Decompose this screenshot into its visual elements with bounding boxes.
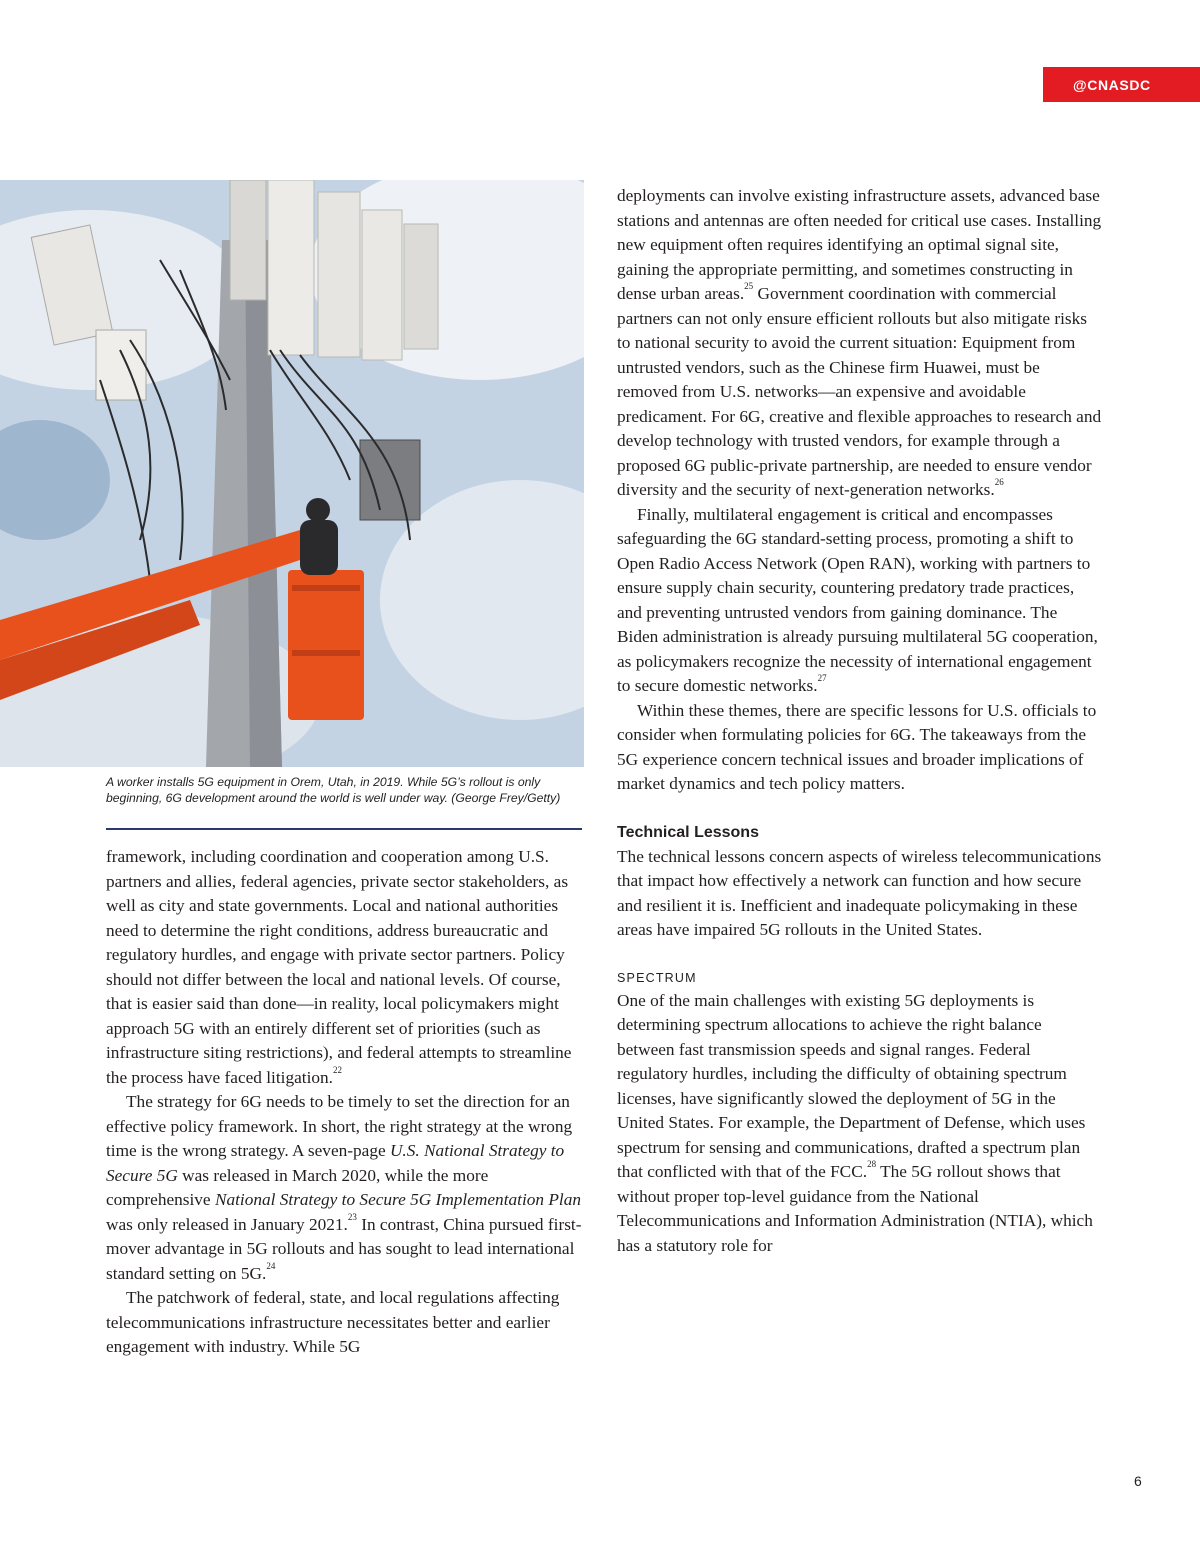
footnote-ref[interactable]: 27 xyxy=(817,673,827,683)
paragraph: One of the main challenges with existing 5G deployments is determining spectrum allocations to achieve the right balance between fast transmission speeds and signal ranges. Federal regulatory hurdles, including the difficulty of obtaining spectrum licenses, have significantly slowed the deployment of 5G in the United States. For example, the Department of Defense, which uses spectrum for sensing and communications, drafted a spectrum plan that conflicted with that of the FCC.$^{28}$ The 5G rollout shows that without proper top-level guidance from the National Telecommunications and Information Administration (NTIA), which has a statutory role for xyxy=(617,990,1093,1255)
right-text-column xyxy=(617,184,1102,1258)
cell-tower-photo xyxy=(0,180,584,767)
twitter-handle-tag: @CNASDC xyxy=(1043,67,1200,102)
document-title: National Strategy to Secure 5G Implementation Plan xyxy=(214,1190,581,1209)
footnote-ref[interactable]: 22 xyxy=(332,1064,342,1075)
paragraph: The technical lessons concern aspects of wireless telecommunications that impact how effectively a network can function and how secure and resilient it is. Inefficient and inadequate policymaking in these areas have impaired 5G rollouts in the United States. xyxy=(617,846,1102,939)
caption-divider xyxy=(106,828,582,830)
paragraph: Within these themes, there are specific lessons for U.S. officials to consider when formulating policies for 6G. The takeaways from the 5G experience concern technical issues and broader implications of market dynamics and tech policy matters. xyxy=(617,700,1097,793)
paragraph: framework, including coordination and cooperation among U.S. partners and allies, federal agencies, private sector stakeholders, as well as city and state governments. Local and national authorities need to determine the right conditions, address bureaucratic and regulatory hurdles, and engage with private sector partners. Policy should not differ between the local and national levels. Of course, that is easier said than done—in reality, local policymakers might approach 5G with an entirely different set of priorities (such as infrastructure siting restrictions), and federal attempts to streamline the process have faced litigation.$^{22}$ xyxy=(106,847,572,1087)
subsection-heading: SPECTRUM xyxy=(617,970,697,985)
paragraph: The patchwork of federal, state, and local regulations affecting telecommunications infrastructure necessitates better and earlier engagement with industry. While 5G xyxy=(106,1288,560,1356)
footnote-ref[interactable]: 26 xyxy=(994,477,1004,487)
document-title: U.S. National Strategy to Secure 5G xyxy=(106,1141,565,1185)
paragraph: Finally, multilateral engagement is critical and encompasses safeguarding the 6G standard-setting process, promoting a shift to Open Radio Access Network (Open RAN), working with partners to ensure supply chain security, countering predatory trade practices, and preventing untrusted vendors from gaining dominance. The Biden administration is already pursuing multilateral 5G cooperation, as policymakers recognize the necessity of international engagement to secure domestic networks.$^{27}$ xyxy=(617,504,1098,695)
section-heading: Technical Lessons xyxy=(617,823,759,841)
footnote-ref[interactable]: 28 xyxy=(867,1159,877,1169)
page-number: 6 xyxy=(1134,1473,1142,1489)
left-text-column xyxy=(106,845,586,1360)
paragraph: The strategy for 6G needs to be timely to set the direction for an effective policy framework. In short, the right strategy at the wrong time is the wrong strategy. A seven-page U.S. National Strategy to Secure 5G was released in March 2020, while the more comprehensive National Strategy to Secure 5G Implementation Plan was only released in January 2021.23 In contrast, China pursued first-mover advantage in 5G rollouts and has sought to lead international standard setting on 5G.$^{24}$ xyxy=(106,1092,582,1283)
footnote-ref[interactable]: 23 xyxy=(347,1211,357,1222)
footnote-ref[interactable]: 24 xyxy=(266,1260,276,1271)
paragraph: deployments can involve existing infrastructure assets, advanced base stations and antennas are often needed for critical use cases. Installing new equipment often requires identifying an optimal signal site, gaining the appropriate permitting, and sometimes constructing in dense urban areas.$^{25}$ Government coordination with commercial partners can not only ensure efficient rollouts but also mitigate risks to national security to avoid the current situation: Equipment from untrusted vendors, such as the Chinese firm Huawei, must be removed from U.S. networks—an expensive and avoidable predicament. For 6G, creative and flexible approaches to research and develop technology with trusted vendors, for example through a proposed 6G public-private partnership, are needed to ensure vendor diversity and the security of next-generation networks.$^{26}$ xyxy=(617,186,1102,499)
photo-caption: A worker installs 5G equipment in Orem, Utah, in 2019. While 5G’s rollout is only beginning, 6G development around the world is well under way. (George Frey/Getty) xyxy=(106,775,561,806)
footnote-ref[interactable]: 25 xyxy=(744,281,754,291)
